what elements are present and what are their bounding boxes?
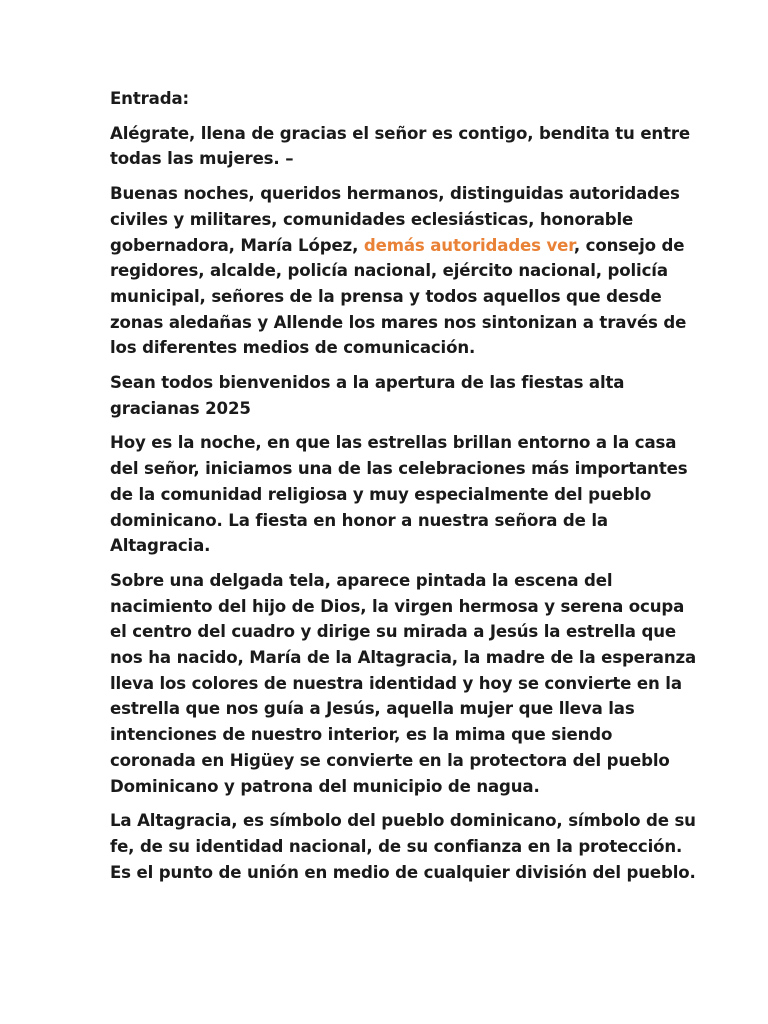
text-line: del señor, iniciamos una de las celebraciones más importantes bbox=[110, 459, 688, 479]
text-line: Altagracia. bbox=[110, 536, 211, 556]
text-line: Dominicano y patrona del municipio de nagua. bbox=[110, 776, 540, 796]
text-line: Es el punto de unión en medio de cualquier división del pueblo. bbox=[110, 862, 696, 882]
text-line: estrella que nos guía a Jesús, aquella mujer que lleva las bbox=[110, 699, 635, 719]
paragraph-entrada bbox=[110, 86, 658, 112]
text-line: todas las mujeres. – bbox=[110, 149, 294, 169]
text-line: el centro del cuadro y dirige su mirada a Jesús la estrella que bbox=[110, 622, 676, 642]
text-line: fe, de su identidad nacional, de su confianza en la protección. bbox=[110, 836, 683, 856]
text-line: coronada en Higüey se convierte en la protectora del pueblo bbox=[110, 750, 670, 770]
paragraph-welcome bbox=[110, 370, 658, 421]
text-line: Sean todos bienvenidos a la apertura de las fiestas alta bbox=[110, 373, 625, 393]
text-line: de la comunidad religiosa y muy especialmente del pueblo bbox=[110, 484, 652, 504]
paragraph-tonight bbox=[110, 430, 688, 559]
text-line: Entrada: bbox=[110, 89, 189, 108]
text-line: civiles y militares, comunidades eclesiásticas, honorable bbox=[110, 209, 634, 229]
paragraph-alegrate bbox=[110, 121, 691, 172]
paragraph-painting bbox=[110, 568, 697, 799]
text-line: nos ha nacido, María de la Altagracia, la madre de la esperanza bbox=[110, 648, 697, 668]
text-line: regidores, alcalde, policía nacional, ejército nacional, policía bbox=[110, 261, 668, 281]
text-line: dominicano. La fiesta en honor a nuestra señora de la bbox=[110, 510, 608, 530]
text-line: zonas aledañas y Allende los mares nos sintonizan a través de bbox=[110, 312, 687, 332]
text-segment: gobernadora, María López, bbox=[110, 235, 364, 255]
text-line: Hoy es la noche, en que las estrellas brillan entorno a la casa bbox=[110, 433, 677, 453]
paragraph-symbol bbox=[110, 808, 696, 885]
text-line: Sobre una delgada tela, aparece pintada la escena del bbox=[110, 570, 613, 590]
text-line: nacimiento del hijo de Dios, la virgen hermosa y serena ocupa bbox=[110, 596, 685, 616]
paragraph-greeting bbox=[110, 181, 687, 361]
text-line: gracianas 2025 bbox=[110, 398, 251, 418]
text-line: Buenas noches, queridos hermanos, distinguidas autoridades bbox=[110, 184, 680, 204]
text-line: lleva los colores de nuestra identidad y hoy se convierte en la bbox=[110, 673, 682, 693]
document-body bbox=[110, 86, 697, 894]
text-line: intenciones de nuestro interior, es la mima que siendo bbox=[110, 725, 613, 745]
highlighted-note: demás autoridades ver bbox=[363, 235, 574, 255]
text-line: los diferentes medios de comunicación. bbox=[110, 338, 476, 358]
text-line: municipal, señores de la prensa y todos aquellos que desde bbox=[110, 286, 662, 306]
text-line: Alégrate, llena de gracias el señor es contigo, bendita tu entre bbox=[110, 123, 691, 143]
text-segment: , consejo de bbox=[573, 235, 685, 255]
text-line: La Altagracia, es símbolo del pueblo dominicano, símbolo de su bbox=[110, 811, 696, 831]
text-line bbox=[110, 233, 685, 259]
